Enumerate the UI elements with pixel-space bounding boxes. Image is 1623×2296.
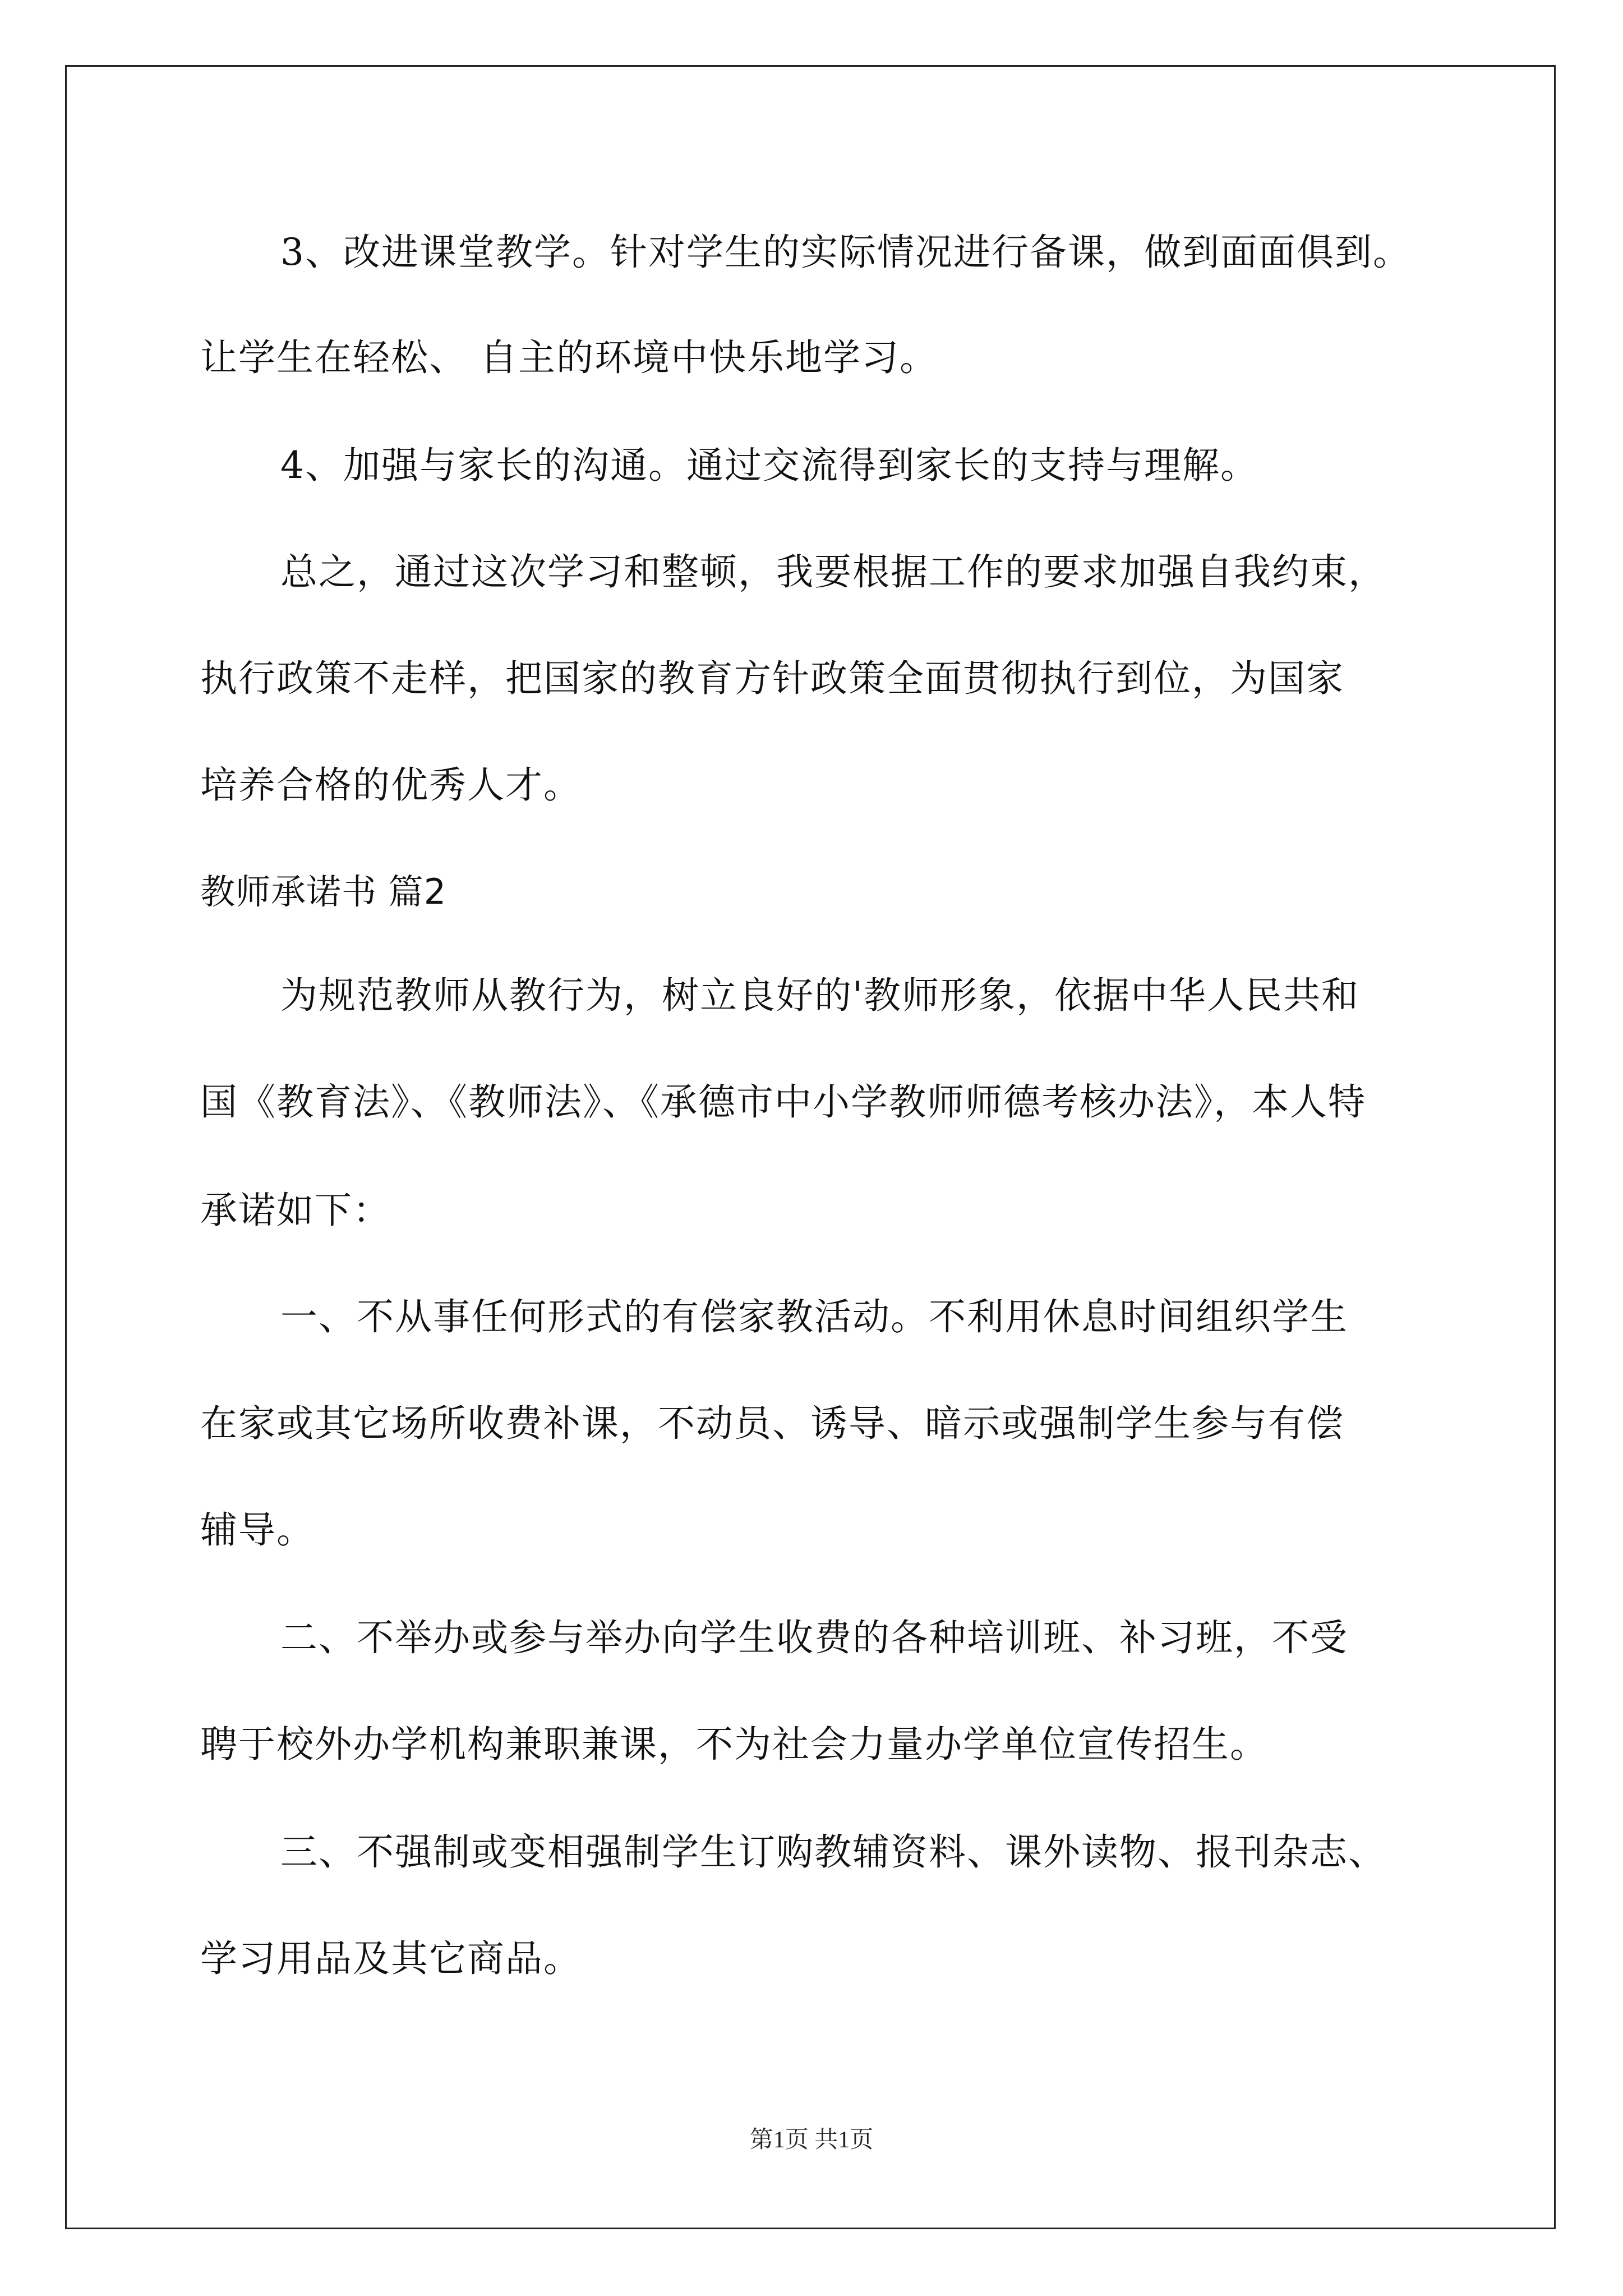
paragraph-line: 聘于校外办学机构兼职兼课，不为社会力量办学单位宣传招生。: [200, 1723, 1268, 1766]
page-border: [65, 65, 1556, 2229]
paragraph-line: 4、加强与家长的沟通。通过交流得到家长的支持与理解。: [280, 444, 1258, 487]
paragraph-line: 总之，通过这次学习和整顿，我要根据工作的要求加强自我约束，: [280, 550, 1386, 593]
page-footer: 第1页 共1页: [749, 2127, 874, 2153]
paragraph-line: 一、不从事任何形式的有偿家教活动。不利用休息时间组织学生: [280, 1295, 1348, 1338]
paragraph-line: 为规范教师从教行为，树立良好的'教师形象，依据中华人民共和: [280, 974, 1360, 1017]
paragraph-line: 执行政策不走样，把国家的教育方针政策全面贯彻执行到位，为国家: [200, 657, 1344, 700]
paragraph-line: 国《教育法》、《教师法》、《承德市中小学教师师德考核办法》，本人特: [200, 1080, 1366, 1124]
paragraph-line: 二、不举办或参与举办向学生收费的各种培训班、补习班，不受: [280, 1616, 1348, 1659]
paragraph-line: 辅导。: [200, 1508, 315, 1552]
section-heading: 教师承诺书 篇2: [200, 871, 447, 912]
paragraph-line: 培养合格的优秀人才。: [200, 763, 582, 807]
paragraph-line: 学习用品及其它商品。: [200, 1937, 582, 1980]
paragraph-line: 3、改进课堂教学。针对学生的实际情况进行备课，做到面面俱到。: [280, 231, 1411, 274]
paragraph-line: 让学生在轻松、 自主的环境中快乐地学习。: [200, 336, 938, 379]
paragraph-line: 在家或其它场所收费补课，不动员、诱导、暗示或强制学生参与有偿: [200, 1402, 1344, 1445]
paragraph-line: 三、不强制或变相强制学生订购教辅资料、课外读物、报刊杂志、: [280, 1830, 1386, 1874]
paragraph-line: 承诺如下：: [200, 1189, 391, 1232]
